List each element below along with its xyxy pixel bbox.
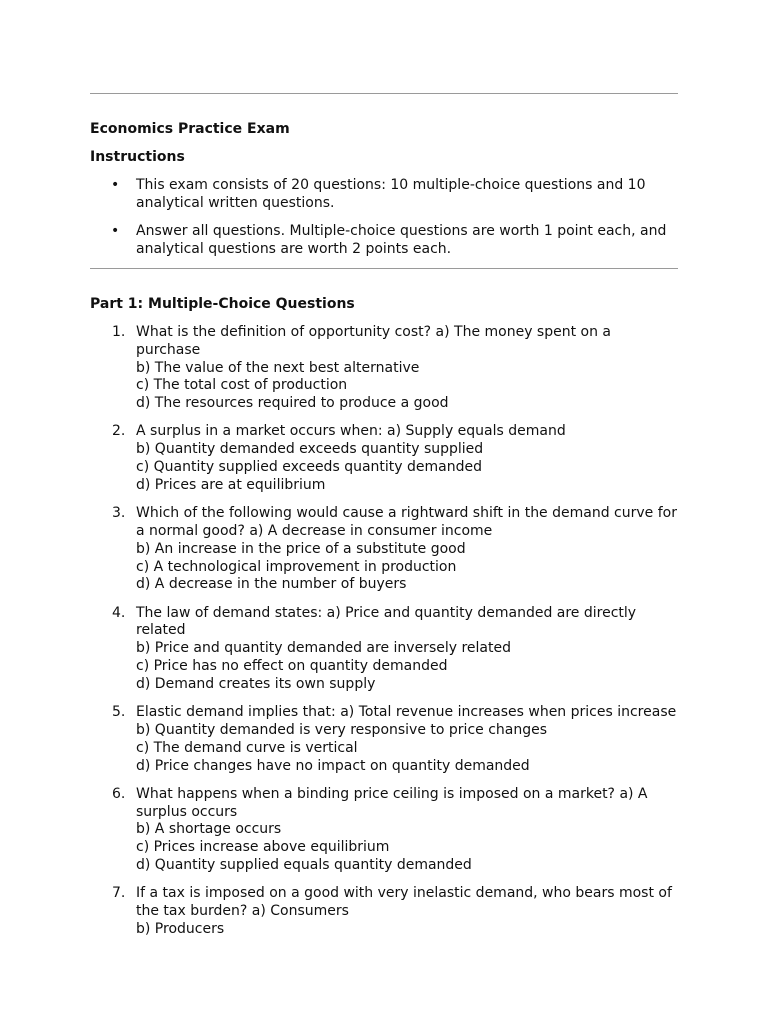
question-line: b) Price and quantity demanded are inversely related [136,640,511,657]
section-divider [90,268,678,269]
question-line: If a tax is imposed on a good with very inelastic demand, who bears most of [136,885,672,902]
question-line: b) The value of the next best alternative [136,359,420,376]
bullet-icon: • [111,177,120,193]
instructions-list [90,176,678,258]
question-number: 1. [112,324,126,340]
question-line: d) Price changes have no impact on quantity demanded [136,757,530,774]
question-item [90,704,678,775]
instruction-item [90,222,678,258]
question-line: b) Quantity demanded is very responsive to price changes [136,721,548,738]
question-line: What is the definition of opportunity cost? a) The money spent on a purchase [136,324,612,358]
document-page [90,0,678,949]
question-line: The law of demand states: a) Price and quantity demanded are directly [136,604,637,621]
question-line: A surplus in a market occurs when: a) Supply equals demand [136,423,566,440]
question-item [90,885,678,938]
instructions-heading: Instructions [90,149,185,165]
question-number: 4. [112,604,126,621]
question-line: b) Quantity demanded exceeds quantity supplied [136,441,484,458]
question-list [90,324,678,939]
question-line: c) Price has no effect on quantity demanded [136,658,448,675]
question-line: the tax burden? a) Consumers [136,903,349,920]
document-title: Economics Practice Exam [90,121,290,137]
question-number: 6. [112,785,126,802]
question-number: 2. [112,423,126,440]
question-line: related [136,622,186,639]
question-item [90,605,678,694]
question-line: c) The total cost of production [136,377,348,394]
bullet-icon: • [111,223,120,239]
question-number: 7. [112,885,126,902]
question-number: 5. [112,704,126,721]
instruction-text: Answer all questions. Multiple-choice questions are worth 1 point each, and analytical questions are worth 2 points each. [136,223,667,257]
question-item [90,505,678,594]
question-line: d) Demand creates its own supply [136,675,376,692]
question-line: d) Quantity supplied equals quantity demanded [136,857,472,874]
question-line: b) An increase in the price of a substitute good [136,540,466,557]
question-line: c) Prices increase above equilibrium [136,839,390,856]
question-line: Elastic demand implies that: a) Total revenue increases when prices increase [136,704,677,721]
instruction-text: This exam consists of 20 questions: 10 multiple-choice questions and 10 analytical written questions. [136,177,646,211]
question-line: d) The resources required to produce a good [136,395,449,412]
top-divider [90,93,678,94]
question-item [90,423,678,494]
question-item [90,786,678,875]
question-line: c) A technological improvement in production [136,558,457,575]
instruction-item [90,176,678,212]
question-line: Which of the following would cause a rightward shift in the demand curve for [136,505,677,522]
question-number: 3. [112,505,126,522]
question-line: a normal good? a) A decrease in consumer income [136,522,493,539]
question-line: c) Quantity supplied exceeds quantity demanded [136,459,482,476]
question-line: c) The demand curve is vertical [136,739,358,756]
question-line: surplus occurs [136,803,238,820]
question-item [90,324,678,413]
question-line: d) Prices are at equilibrium [136,476,326,493]
part1-heading: Part 1: Multiple-Choice Questions [90,296,355,312]
question-line: What happens when a binding price ceiling is imposed on a market? a) A [136,785,648,802]
question-line: d) A decrease in the number of buyers [136,576,407,593]
question-line: b) Producers [136,920,225,937]
question-line: b) A shortage occurs [136,821,282,838]
